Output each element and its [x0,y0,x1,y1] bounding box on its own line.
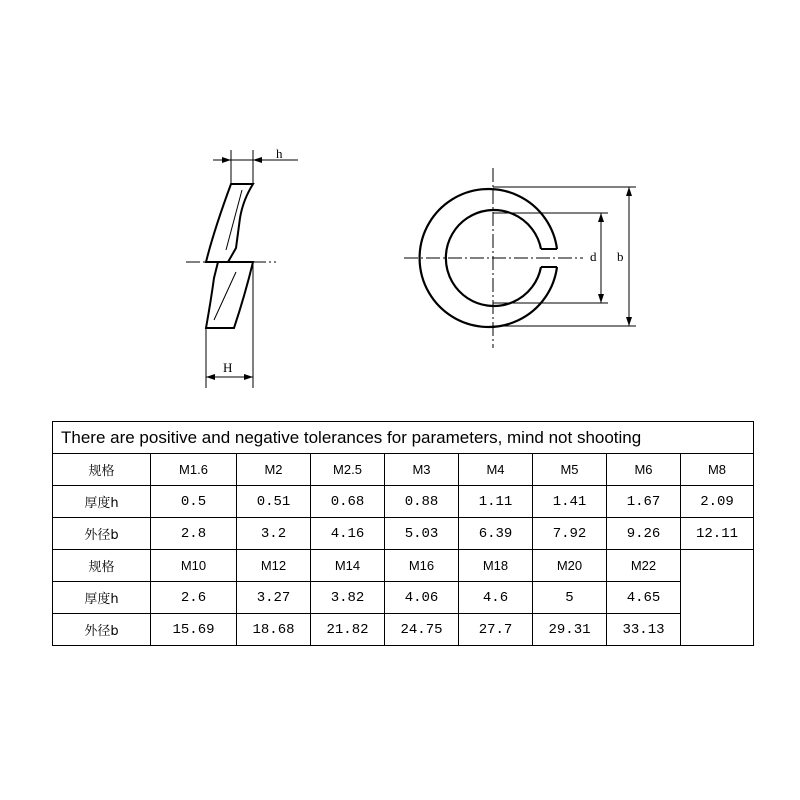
thickness-cell: 2.09 [681,486,754,518]
label-h: h [276,146,283,161]
thickness-cell: 0.88 [385,486,459,518]
thickness-cell: 4.06 [385,582,459,614]
side-view-lower-inner-line [214,272,236,320]
label-H: H [223,360,233,375]
outer-cell: 5.03 [385,518,459,550]
thickness-cell: 5 [533,582,607,614]
outer-cell: 6.39 [459,518,533,550]
size-cell: M6 [607,454,681,486]
note-row [53,422,754,454]
h-arrow-left [222,157,231,163]
outer-cell: 15.69 [151,614,237,646]
size-cell: M4 [459,454,533,486]
size-cell: M2 [237,454,311,486]
size-cell: M22 [607,550,681,582]
row-label-outer: 外径b [53,518,151,550]
thickness-cell: 1.67 [607,486,681,518]
size-cell: M10 [151,550,237,582]
outer-row-1 [53,518,754,550]
outer-cell: 2.8 [151,518,237,550]
H-arrow-left [206,374,215,380]
size-cell: M5 [533,454,607,486]
row-label-thickness: 厚度h [53,486,151,518]
outer-cell: 33.13 [607,614,681,646]
H-arrow-right [244,374,253,380]
outer-cell: 3.2 [237,518,311,550]
dimension-arrows [206,157,632,380]
thickness-cell: 0.68 [311,486,385,518]
outer-row-2 [53,614,754,646]
size-cell: M16 [385,550,459,582]
label-d: d [590,249,597,264]
outer-cell: 29.31 [533,614,607,646]
row-label-thickness: 厚度h [53,582,151,614]
thickness-cell: 4.6 [459,582,533,614]
thickness-row-1 [53,486,754,518]
size-cell: M1.6 [151,454,237,486]
size-cell: M3 [385,454,459,486]
thickness-cell: 0.5 [151,486,237,518]
outer-cell: 18.68 [237,614,311,646]
row-label-size: 规格 [53,550,151,582]
size-cell: M20 [533,550,607,582]
outer-cell: 7.92 [533,518,607,550]
tolerance-note: There are positive and negative tolerances for parameters, mind not shooting [53,422,754,454]
thickness-cell: 3.82 [311,582,385,614]
outer-cell: 27.7 [459,614,533,646]
size-cell: M8 [681,454,754,486]
thickness-row-2 [53,582,754,614]
outer-cell: 9.26 [607,518,681,550]
outer-cell: 24.75 [385,614,459,646]
thickness-cell: 4.65 [607,582,681,614]
spec-table [52,421,754,646]
size-row-1 [53,454,754,486]
outer-cell: 4.16 [311,518,385,550]
side-view-upper-half [206,184,253,262]
thickness-cell: 1.41 [533,486,607,518]
thickness-cell: 0.51 [237,486,311,518]
row-label-size: 规格 [53,454,151,486]
top-view [404,168,636,348]
size-cell: M18 [459,550,533,582]
h-arrow-right [253,157,262,163]
size-cell: M12 [237,550,311,582]
row-label-outer: 外径b [53,614,151,646]
label-b: b [617,249,624,264]
size-cell: M14 [311,550,385,582]
empty-cell [681,550,754,646]
thickness-cell: 1.11 [459,486,533,518]
size-row-2 [53,550,754,582]
outer-cell: 12.11 [681,518,754,550]
size-cell: M2.5 [311,454,385,486]
thickness-cell: 2.6 [151,582,237,614]
side-view-lower-half [206,262,253,328]
outer-cell: 21.82 [311,614,385,646]
thickness-cell: 3.27 [237,582,311,614]
side-view [186,150,298,388]
